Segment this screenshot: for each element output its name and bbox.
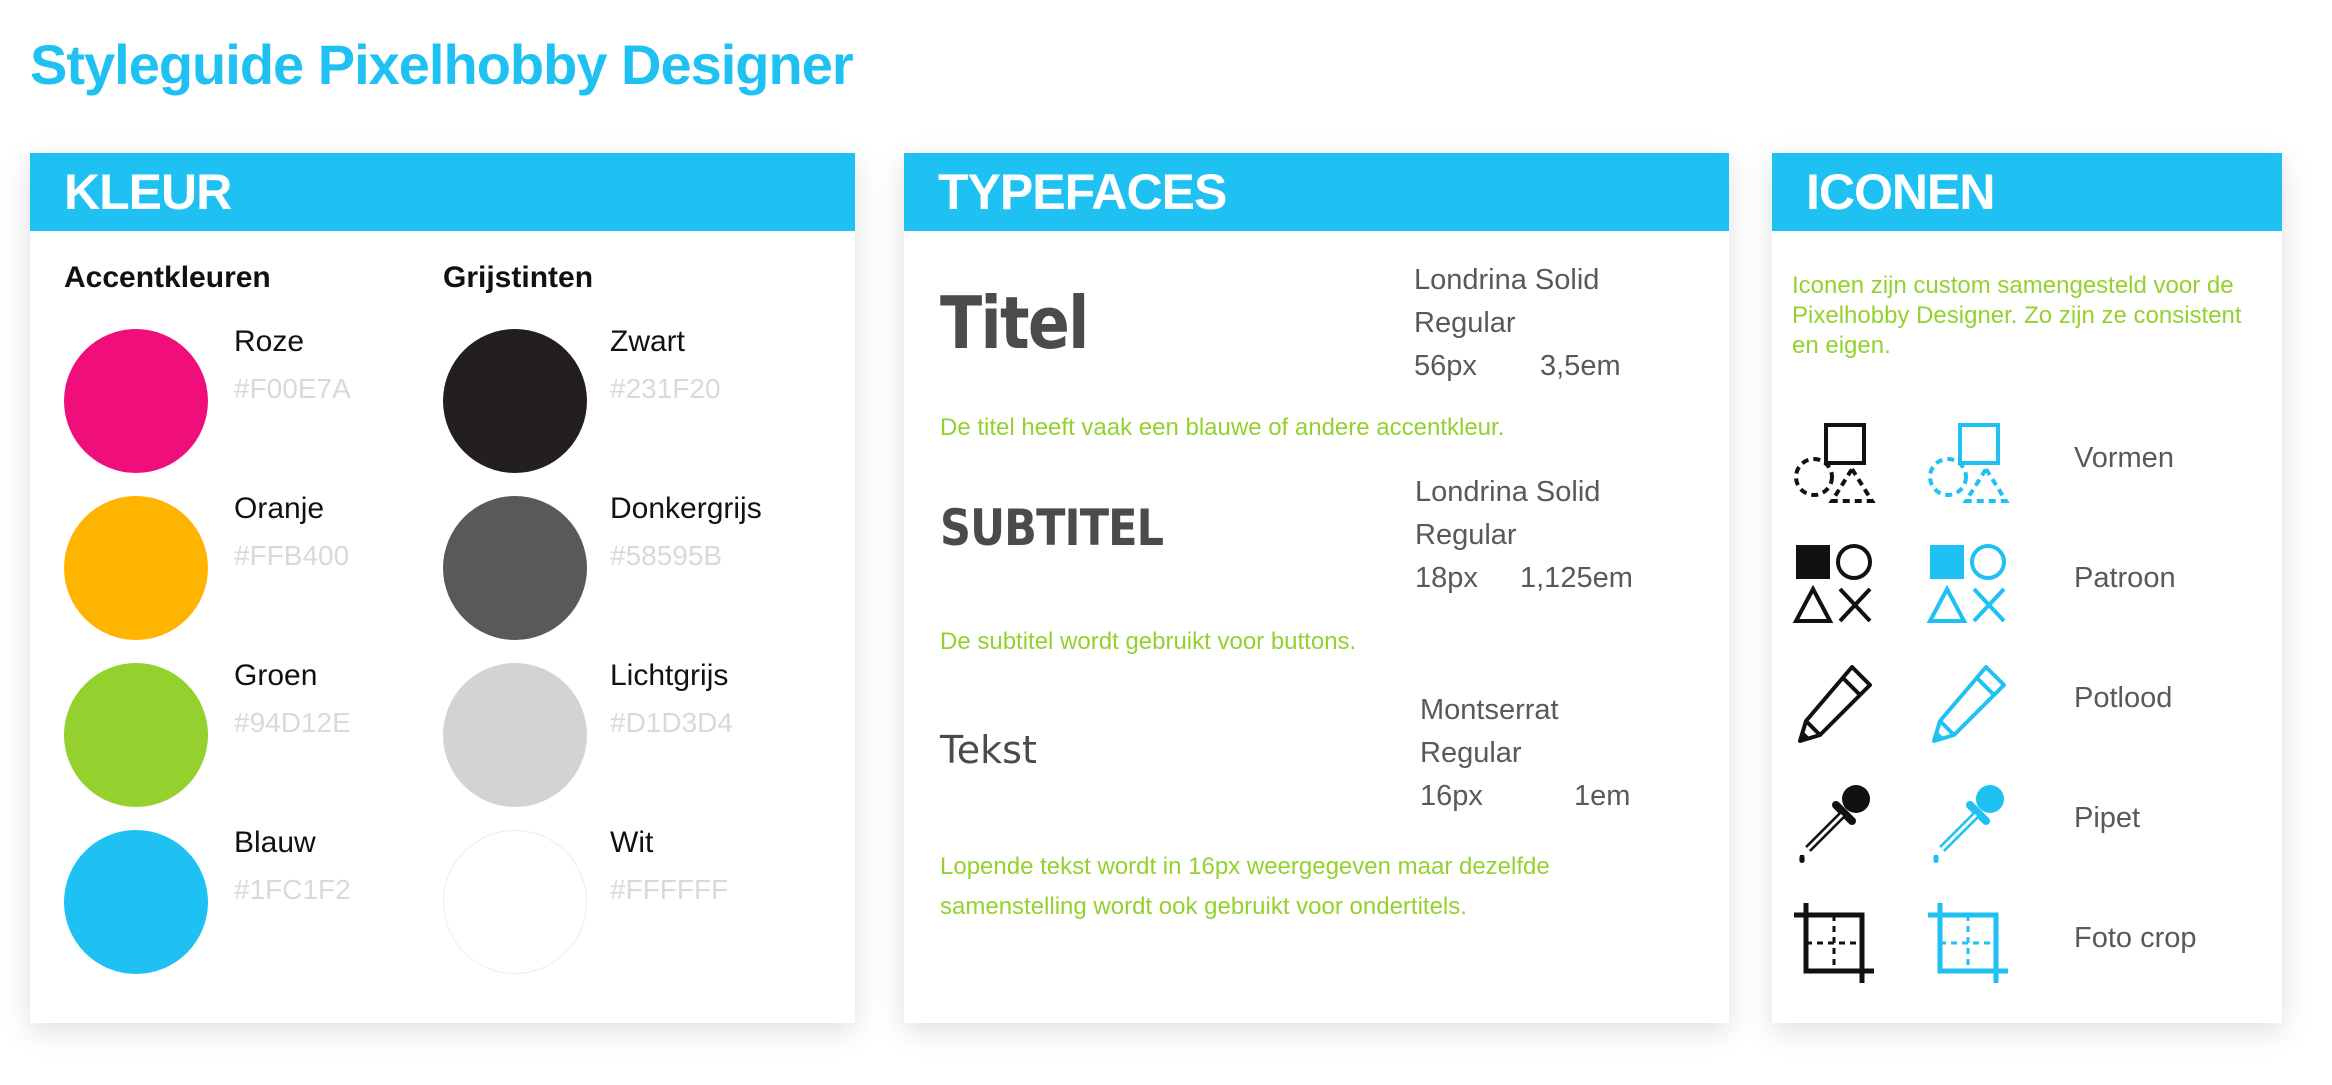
accent-colors-title: Accentkleuren — [64, 261, 271, 294]
shapes-icon-blue — [1926, 421, 2010, 505]
sample-subtitel: SUBTITEL — [940, 499, 1164, 557]
pencil-icon-blue — [1926, 661, 2010, 745]
pattern-icon-blue — [1926, 541, 2010, 625]
icon-label-pipet: Pipet — [2074, 802, 2141, 834]
icon-label-foto-crop: Foto crop — [2074, 922, 2197, 954]
pencil-icon — [1792, 661, 1876, 745]
swatch-hex-wit: #FFFFFF — [610, 874, 729, 905]
kleur-header: KLEUR — [30, 153, 855, 231]
shapes-icon — [1792, 421, 1876, 505]
iconen-card — [1772, 153, 2282, 1023]
gray-colors-title: Grijstinten — [443, 261, 594, 294]
page-title: Styleguide Pixelhobby Designer — [30, 33, 853, 96]
subtitel-em: 1,125em — [1520, 562, 1633, 594]
swatch-name-oranje: Oranje — [234, 492, 325, 525]
titel-em: 3,5em — [1540, 350, 1621, 382]
swatch-hex-roze: #F00E7A — [234, 373, 351, 404]
sample-tekst: Tekst — [940, 728, 1037, 772]
typefaces-header: TYPEFACES — [904, 153, 1729, 231]
crop-icon — [1792, 901, 1876, 985]
pattern-icon — [1792, 541, 1876, 625]
icon-label-patroon: Patroon — [2074, 562, 2176, 594]
subtitel-size: 18px — [1415, 562, 1478, 594]
titel-note: De titel heeft vaak een blauwe of andere accentkleur. — [940, 414, 1505, 441]
swatch-hex-blauw: #1FC1F2 — [234, 874, 351, 905]
swatch-hex-zwart: #231F20 — [610, 373, 721, 404]
crop-icon-blue — [1926, 901, 2010, 985]
swatch-hex-oranje: #FFB400 — [234, 540, 350, 571]
swatch-lichtgrijs — [443, 663, 587, 807]
tekst-em: 1em — [1574, 780, 1631, 812]
icon-label-potlood: Potlood — [2074, 682, 2173, 714]
tekst-size: 16px — [1420, 780, 1483, 812]
tekst-weight: Regular — [1420, 737, 1522, 769]
subtitel-font: Londrina Solid — [1415, 476, 1601, 508]
iconen-intro: Iconen zijn custom samengesteld voor de Pixelhobby Designer. Zo zijn ze consistent en eigen. — [1792, 272, 2242, 359]
swatch-oranje — [64, 496, 208, 640]
tekst-note-line2: samenstelling wordt ook gebruikt voor ondertitels. — [940, 893, 1467, 920]
titel-font: Londrina Solid — [1414, 264, 1600, 296]
eyedropper-icon-blue — [1926, 781, 2010, 865]
iconen-header: ICONEN — [1772, 153, 2282, 231]
swatch-name-roze: Roze — [234, 325, 305, 358]
swatch-hex-groen: #94D12E — [234, 707, 351, 738]
swatch-hex-lichtgrijs: #D1D3D4 — [610, 707, 733, 738]
subtitel-note: De subtitel wordt gebruikt voor buttons. — [940, 628, 1357, 655]
swatch-name-wit: Wit — [610, 826, 654, 859]
swatch-name-zwart: Zwart — [610, 325, 685, 358]
swatch-name-lichtgrijs: Lichtgrijs — [610, 659, 729, 692]
tekst-note-line1: Lopende tekst wordt in 16px weergegeven maar dezelfde — [940, 853, 1550, 880]
swatch-donkergrijs — [443, 496, 587, 640]
titel-weight: Regular — [1414, 307, 1516, 339]
tekst-font: Montserrat — [1420, 694, 1559, 726]
swatch-wit — [443, 830, 587, 974]
eyedropper-icon — [1792, 781, 1876, 865]
subtitel-weight: Regular — [1415, 519, 1517, 551]
swatch-hex-donkergrijs: #58595B — [610, 540, 723, 571]
icon-label-vormen: Vormen — [2074, 442, 2174, 474]
swatch-roze — [64, 329, 208, 473]
swatch-name-blauw: Blauw — [234, 826, 316, 859]
kleur-card — [30, 153, 855, 1023]
titel-size: 56px — [1414, 350, 1477, 382]
swatch-name-groen: Groen — [234, 659, 318, 692]
swatch-name-donkergrijs: Donkergrijs — [610, 492, 762, 525]
swatch-groen — [64, 663, 208, 807]
swatch-zwart — [443, 329, 587, 473]
sample-titel: Titel — [940, 281, 1088, 365]
swatch-blauw — [64, 830, 208, 974]
typefaces-card — [904, 153, 1729, 1023]
